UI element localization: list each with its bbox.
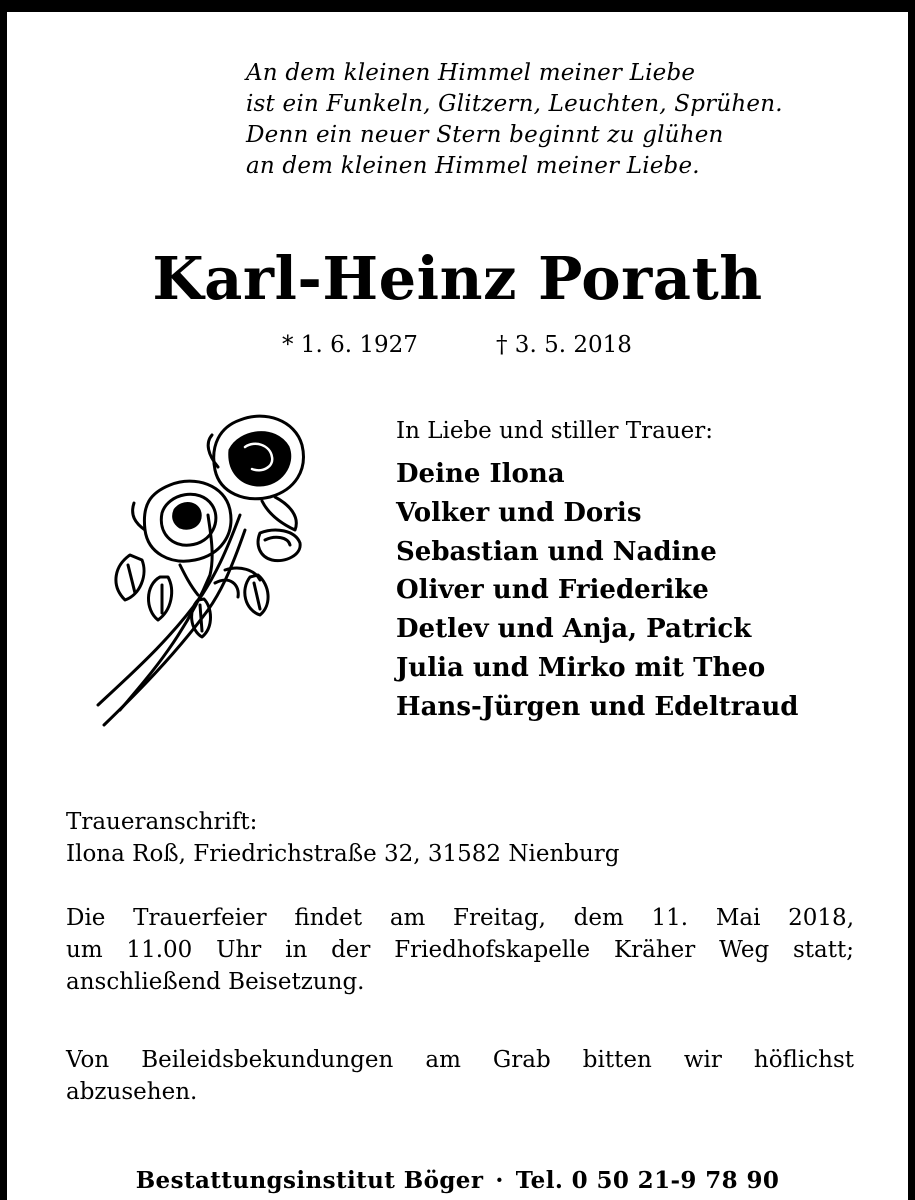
mourner-name: Hans-Jürgen und Edeltraud [396,691,799,722]
ceremony-line: anschließend Beisetzung. [66,969,365,995]
ceremony-line: um 11.00 Uhr in der Friedhofskapelle Kräher Weg statt; [66,937,854,963]
address-value: Ilona Roß, Friedrichstraße 32, 31582 Nienburg [66,841,620,867]
poem-line: Denn ein neuer Stern beginnt zu glühen [246,122,724,148]
mourner-name: Oliver und Friederike [396,575,709,606]
mourner-name: Deine Ilona [396,459,565,489]
mourning-intro: In Liebe und stiller Trauer: [396,418,714,444]
poem-line: ist ein Funkeln, Glitzern, Leuchten, Sprühen. [246,91,783,117]
ceremony-line: Die Trauerfeier findet am Freitag, dem 11. Mai 2018, [66,905,854,931]
memorial-poem [246,58,783,182]
condolence-line: Von Beileidsbekundungen am Grab bitten wir höflichst [66,1047,854,1073]
poem-line: an dem kleinen Himmel meiner Liebe. [246,153,700,179]
death-date: † 3. 5. 2018 [496,332,632,358]
mourners-list [396,455,798,727]
mourner-name: Detlev und Anja, Patrick [396,614,752,645]
rose-illustration-icon [90,405,310,745]
mourner-name: Sebastian und Nadine [396,536,717,567]
condolence-line: abzusehen. [66,1079,198,1105]
condolence-notice [66,1044,854,1108]
mourning-address [66,806,620,870]
mourner-name: Julia und Mirko mit Theo [396,652,766,683]
footer-separator: · [495,1167,504,1194]
undertaker-footer [0,1164,915,1198]
birth-date: * 1. 6. 1927 [282,332,418,358]
undertaker-phone: Tel. 0 50 21-9 78 90 [515,1167,780,1194]
address-label: Traueranschrift: [66,809,258,835]
mourner-name: Volker und Doris [396,497,642,528]
undertaker-name: Bestattungsinstitut Böger [135,1167,484,1194]
poem-line: An dem kleinen Himmel meiner Liebe [246,60,696,86]
deceased-name: Karl-Heinz Porath [152,244,763,313]
ceremony-notice [66,902,854,998]
